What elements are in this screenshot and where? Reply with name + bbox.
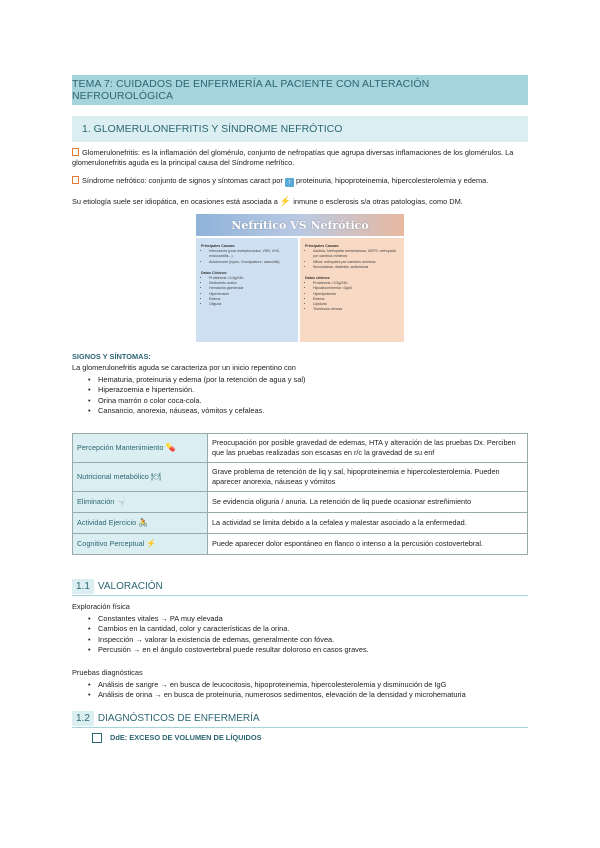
list-item: • Orina marrón o color coca-cola.: [72, 396, 532, 406]
paragraph-etiologia: Su etiología suele ser idiopática, en ocasiones está asociada a ⚡ inmune o esclerosis s/a otras patologías, como DM.: [72, 196, 463, 206]
pattern-label: Nutricional metabólico 🍽: [73, 463, 208, 492]
list-item: • Hipoalbuminemia <3g/dl: [313, 286, 399, 291]
bicycle-icon: 🚴: [138, 518, 149, 527]
list-item: • Adultos: Nefropatía membranosa, GEFS, nefropatía por cambios mínimos: [313, 249, 399, 259]
paragraph-sindrome-nefrotico: Síndrome nefrótico: conjunto de signos y síntomas caract por ↑ proteinuria, hipoproteinemia, hipercolesterolemia y edema.: [72, 176, 532, 187]
diagnostico-item: DdE: EXCESO DE VOLUMEN DE LÍQUIDOS: [110, 733, 262, 742]
list-item: • Análisis de sangre → en busca de leucocitosis, hipoproteinemia, hipercolesterolemia y disminución de IgG: [72, 680, 532, 690]
lightning-icon: ⚡: [146, 539, 157, 548]
checkbox-icon: [92, 733, 102, 743]
table-row: [73, 434, 528, 463]
list-item: • Hematuria glomerular: [209, 286, 293, 291]
pattern-label: Percepción Mantenimiento 💊: [73, 434, 208, 463]
list-item: • Hiperlipidemia: [313, 292, 399, 297]
paragraph-glomerulonefritis: Glomerulonefritis: es la inflamación del glomérulo, conjunto de nefropatías que agrupa diversas inflamaciones de los glomérulos. La glomerulonefritis aguda es la principal causa del Síndrome nefrítico.: [72, 148, 514, 168]
list-item: • Cansancio, anorexia, náuseas, vómitos y cefaleas.: [72, 406, 532, 416]
nefritico-column: [196, 238, 298, 342]
nefritico-signs-heading: Datos Clínicos:: [201, 270, 228, 275]
list-item: • Análisis de orina → en busca de proteinuria, numerosos sedimentos, elevación de la densidad y microhematuria: [72, 690, 532, 700]
list-item: • Infecciones (post estreptocócica, VHB, VHC, endocarditis...): [209, 249, 293, 259]
list-item: • Inspección → valorar la existencia de edemas, generalmente con fóvea.: [72, 635, 532, 645]
nefrotico-signs-heading: Datos clínicos:: [305, 276, 331, 281]
signos-heading: SIGNOS Y SÍNTOMAS:: [72, 352, 151, 361]
list-item: • Cambios en la cantidad, color y características de la orina.: [72, 624, 532, 634]
table-row: [73, 463, 528, 492]
list-item: • Hematuria, proteinuria y edema (por la retención de agua y sal): [72, 375, 532, 385]
document-icon: [72, 176, 79, 184]
pill-icon: 💊: [165, 443, 176, 452]
subsection-title: DIAGNÓSTICOS DE ENFERMERÍA: [97, 712, 260, 724]
pattern-text: Se evidencia oliguria / anuria. La retención de liq puede ocasionar estreñimiento: [208, 492, 528, 513]
nefrotico-column: [300, 238, 404, 342]
list-item: • Constantes vitales → PA muy elevada: [72, 614, 532, 624]
list-item: • Lipiduria: [313, 302, 399, 307]
list-item: • Edema: [313, 297, 399, 302]
nefritico-vs-nefrotico-figure: [196, 214, 404, 342]
table-row: [73, 513, 528, 534]
table-row: [73, 534, 528, 555]
exploracion-heading: Exploración física: [72, 602, 130, 611]
toilet-icon: 🚽: [116, 497, 127, 506]
exploracion-list: [72, 614, 532, 656]
pruebas-list: [72, 680, 532, 701]
document-icon: [72, 148, 79, 156]
list-item: • Proteinuria >3,5g/24h: [313, 281, 399, 286]
list-item: • Edema: [209, 297, 293, 302]
list-item: • Niños: nefropatía por cambios mínimos: [313, 260, 399, 265]
list-item: • Hipertensión: [209, 292, 293, 297]
signos-list: [72, 375, 532, 417]
subsection-diagnosticos: [72, 709, 528, 728]
plate-icon: 🍽: [150, 472, 161, 481]
list-item: • Sedimento activo: [209, 281, 293, 286]
section-heading: 1. GLOMERULONEFRITIS Y SÍNDROME NEFRÓTICO: [82, 123, 343, 135]
nefritico-causes-heading: Principales Causas:: [201, 244, 236, 248]
list-item: • Percusión → en el ángulo costovertebral puede resultar doloroso en casos graves.: [72, 645, 532, 655]
pattern-label: Cognitivo Perceptual ⚡: [73, 534, 208, 555]
pattern-text: Grave problema de retención de liq y sal, hipoproteinemia e hipercolesterolemia. Pueden aparecer anorexia, náuseas y vómitos: [208, 463, 528, 492]
list-item: • Oliguria: [209, 302, 293, 307]
list-item: • Autoinmune (lupus, Goodpasture, vasculitis): [209, 260, 293, 265]
pattern-label: Actividad Ejercicio 🚴: [73, 513, 208, 534]
table-row: [73, 492, 528, 513]
signos-intro: La glomerulonefritis aguda se caracteriza por un inicio repentino con: [72, 363, 296, 372]
subsection-number: 1.2: [72, 711, 94, 726]
pruebas-heading: Pruebas diagnósticas: [72, 668, 143, 677]
pattern-label: Eliminación 🚽: [73, 492, 208, 513]
subsection-number: 1.1: [72, 579, 94, 594]
list-item: • Trombosis venosa: [313, 307, 399, 312]
arrow-up-icon: ↑: [285, 178, 294, 187]
nefrotico-causes-heading: Principales Causas:: [305, 244, 340, 248]
pattern-text: La actividad se limita debido a la cefalea y malestar asociado a la enfermedad.: [208, 513, 528, 534]
subsection-valoracion: [72, 577, 528, 596]
list-item: • Proteinuria <3,5g/24h: [209, 276, 293, 281]
section-heading-bar: [72, 116, 528, 142]
comparison-header: Nefrítico VS Nefrótico: [196, 214, 404, 236]
chapter-title: TEMA 7: CUIDADOS DE ENFERMERÍA AL PACIENTE CON ALTERACIÓN NEFROUROLÓGICA: [72, 78, 430, 102]
patrones-table: [72, 433, 528, 555]
pattern-text: Preocupación por posible gravedad de edemas, HTA y alteración de las pruebas Dx. Perciben que las pruebas realizadas son escasas en r/c la gravedad de su enf: [208, 434, 528, 463]
list-item: • Hiperazoemia e hipertensión.: [72, 385, 532, 395]
subsection-title: VALORACIÓN: [97, 580, 163, 592]
pattern-text: Puede aparecer dolor espontáneo en flanco o intenso a la percusión costovertebral.: [208, 534, 528, 555]
list-item: • Secundarias: diabetes, amiloidosis: [313, 265, 399, 270]
lightning-icon: ⚡: [279, 196, 292, 206]
chapter-title-bar: [72, 75, 528, 105]
